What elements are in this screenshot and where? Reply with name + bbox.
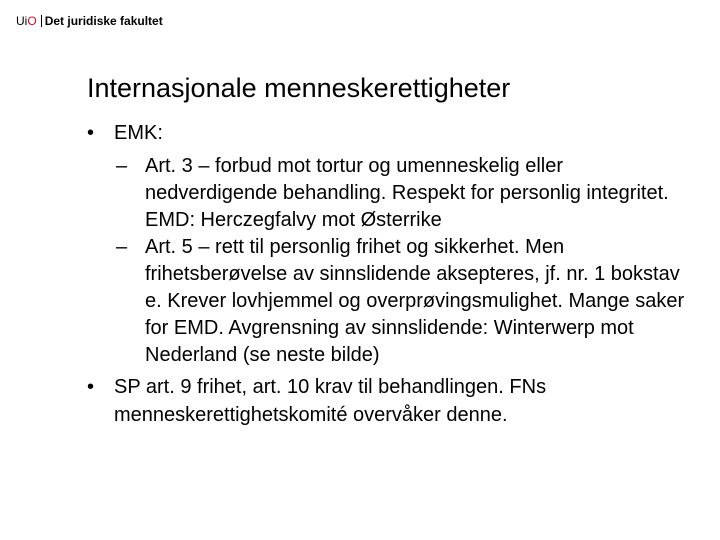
subitem-art-3 (116, 153, 687, 234)
subitem-marker: – (116, 236, 128, 258)
uio-logo: UiO (16, 14, 37, 28)
logo-divider (41, 15, 42, 27)
bullet-marker: • (87, 122, 95, 144)
bullet-sp (87, 373, 687, 429)
subitem-marker: – (116, 155, 128, 177)
emk-subitems (87, 153, 687, 369)
bullet-marker: • (87, 376, 95, 398)
faculty-header (16, 12, 163, 30)
faculty-name: Det juridiske fakultet (44, 14, 163, 28)
bullet-text: SP art. 9 frihet, art. 10 krav til behandlingen. FNs menneskerettighetskomité overvåker denne. (114, 376, 547, 426)
slide-body (87, 119, 687, 429)
subitem-text: Art. 3 – forbud mot tortur og umenneskelig eller nedverdigende behandling. Respekt for personlig integritet. EMD: Herczegfalvy mot Østerrike (145, 155, 669, 231)
subitem-text: Art. 5 – rett til personlig frihet og sikkerhet. Men frihetsberøvelse av sinnslidende aksepteres, jf. nr. 1 bokstav e. Krever lovhjemmel og overprøvingsmulighet. Mange saker for EMD. Avgrensning av sinnslidende: Winterwerp mot Nederland (se neste bilde) (145, 236, 685, 366)
bullet-text: EMK: (114, 122, 163, 144)
subitem-art-5 (116, 234, 687, 369)
bullet-emk (87, 119, 687, 147)
slide-title: Internasjonale menneskerettigheter (87, 73, 511, 103)
